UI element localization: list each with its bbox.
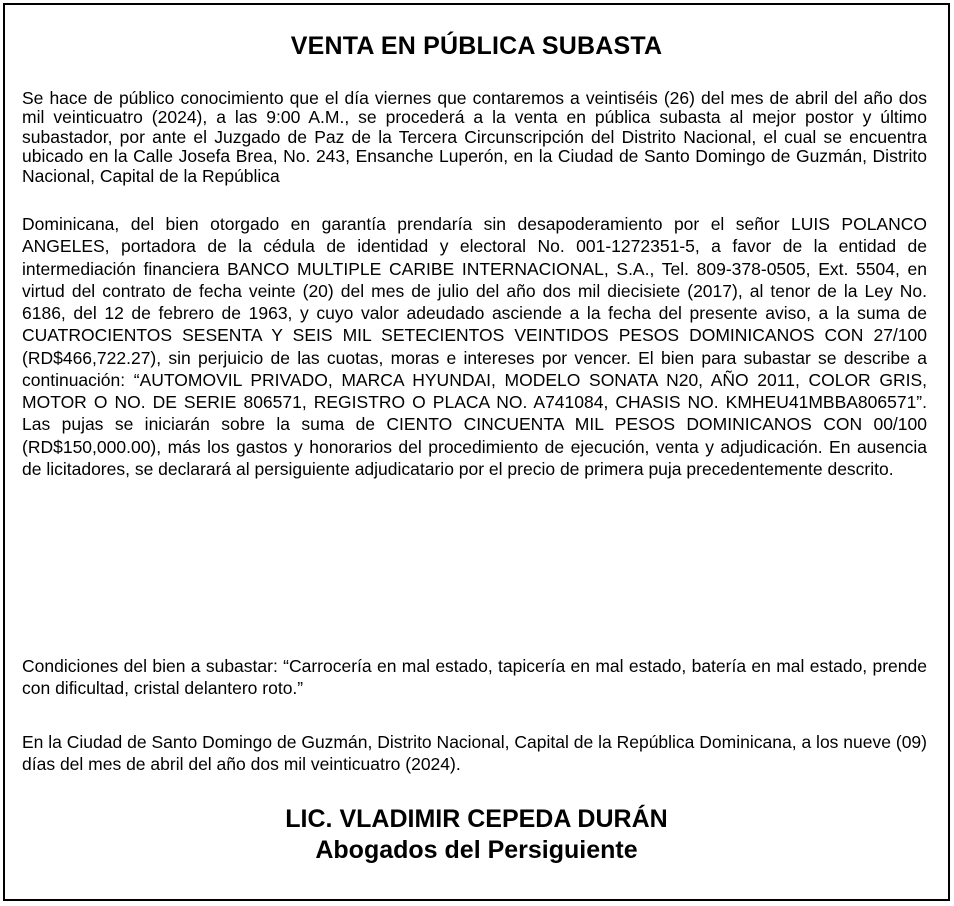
notice-title: VENTA EN PÚBLICA SUBASTA (290, 32, 663, 60)
signatory-name: LIC. VLADIMIR CEPEDA DURÁN (285, 805, 668, 833)
notice-body-paragraph-part-1: Se hace de público conocimiento que el día viernes que contaremos a veintiséis (26) del mes de abril del año dos mil veinticuatro (2024), a las 9:00 A.M., se procederá a la venta en pública subasta al mejor postor y último subastador, por ante el Juzgado de Paz de la Tercera Circunscripción del Distrito Nacional, el cual se encuentra ubicado en la Calle Josefa Brea, No. 243, Ensanche Luperón, en la Ciudad de Santo Domingo de Guzmán, Distrito Nacional, Capital de la República (22, 88, 927, 186)
signatory-role: Abogados del Persiguiente (315, 836, 638, 864)
conditions-paragraph: Condiciones del bien a subastar: “Carrocería en mal estado, tapicería en mal estado, batería en mal estado, prende con dificultad, cristal delantero roto.” (22, 656, 927, 698)
place-date-paragraph: En la Ciudad de Santo Domingo de Guzmán, Distrito Nacional, Capital de la República Dominicana, a los nueve (09) días del mes de abril del año dos mil veinticuatro (2024). (22, 732, 927, 774)
public-auction-notice (3, 3, 950, 901)
notice-body-paragraph-part-2: Dominicana, del bien otorgado en garantía prendaría sin desapoderamiento por el señor LUIS POLANCO ANGELES, portadora de la cédula de identidad y electoral No. 001-1272351-5, a favor de la entidad de intermediación financiera BANCO MULTIPLE CARIBE INTERNACIONAL, S.A., Tel. 809-378-0505, Ext. 5504, en virtud del contrato de fecha veinte (20) del mes de julio del año dos mil diecisiete (2017), al tenor de la Ley No. 6186, del 12 de febrero de 1963, y cuyo valor adeudado asciende a la fecha del presente aviso, a la suma de CUATROCIENTOS SESENTA Y SEIS MIL SETECIENTOS VEINTIDOS PESOS DOMINICANOS CON 27/100 (RD$466,722.27), sin perjuicio de las cuotas, moras e intereses por vencer. El bien para subastar se describe a continuación: “AUTOMOVIL PRIVADO, MARCA HYUNDAI, MODELO SONATA N20, AÑO 2011, COLOR GRIS, MOTOR O NO. DE SERIE 806571, REGISTRO O PLACA NO. A741084, CHASIS NO. KMHEU41MBBA806571”. Las pujas se iniciarán sobre la suma de CIENTO CINCUENTA MIL PESOS DOMINICANOS CON 00/100 (RD$150,000.00), más los gastos y honorarios del procedimiento de ejecución, venta y adjudicación. En ausencia de licitadores, se declarará al persiguiente adjudicatario por el precio de primera puja precedentemente descrito. (22, 214, 927, 479)
